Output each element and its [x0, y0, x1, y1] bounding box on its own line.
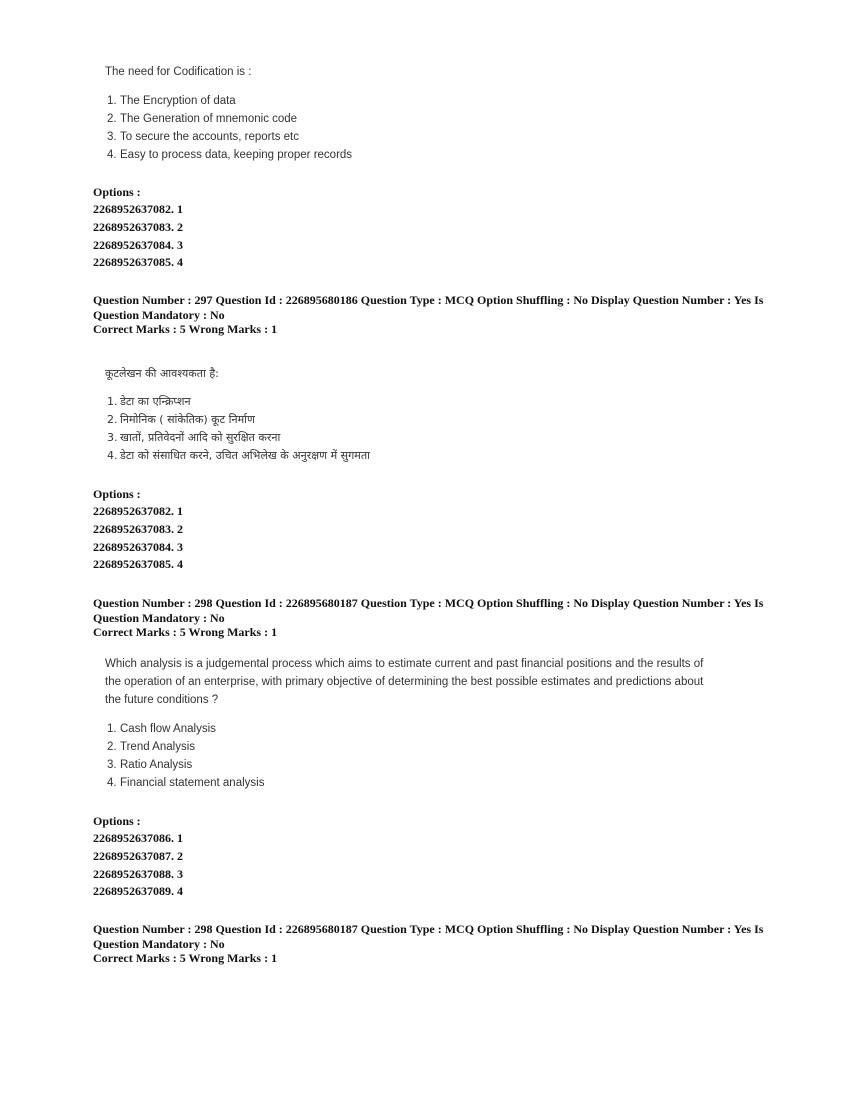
- option-id: 2268952637089. 4: [93, 884, 183, 899]
- option-id-list: [93, 201, 183, 272]
- option-id: 2268952637084. 3: [93, 539, 183, 554]
- question-297-choices: [107, 393, 370, 465]
- option-id: 2268952637085. 4: [93, 557, 183, 572]
- choice-item: 4. Easy to process data, keeping proper records: [107, 149, 353, 161]
- question-297-meta: Question Number : 297 Question Id : 226895680186 Question Type : MCQ Option Shuffling : No Display Question Number : Yes Is Question Mandatory : No Correct Marks : 5 Wrong Marks : 1: [93, 293, 764, 336]
- choice-item: 2. Trend Analysis: [107, 741, 195, 753]
- options-heading: Options :: [93, 814, 141, 828]
- choice-item: 1. The Encryption of data: [107, 95, 236, 107]
- option-id: 2268952637083. 2: [93, 219, 183, 234]
- option-id-list: [93, 503, 183, 574]
- question-298-meta: Question Number : 298 Question Id : 226895680187 Question Type : MCQ Option Shuffling : No Display Question Number : Yes Is Question Mandatory : No Correct Marks : 5 Wrong Marks : 1: [93, 596, 764, 639]
- option-id: 2268952637088. 3: [93, 866, 183, 881]
- option-id: 2268952637086. 1: [93, 831, 183, 845]
- choice-item: 3. खातों, प्रतिवेदनों आदि को सुरक्षित करना: [107, 431, 281, 444]
- question-298-choices: [107, 720, 264, 792]
- question-297-stem: कूटलेखन की आवश्यकता है:: [105, 367, 219, 380]
- option-id: 2268952637087. 2: [93, 848, 183, 863]
- choice-item: 1. Cash flow Analysis: [107, 723, 216, 735]
- choice-item: 1. डेटा का एन्क्रिप्शन: [107, 395, 191, 408]
- question-298-repeat-meta: Question Number : 298 Question Id : 226895680187 Question Type : MCQ Option Shuffling : No Display Question Number : Yes Is Question Mandatory : No Correct Marks : 5 Wrong Marks : 1: [93, 922, 764, 965]
- option-id: 2268952637084. 3: [93, 237, 183, 252]
- choice-item: 4. डेटा को संसाधित करने, उचित अभिलेख के अनुरक्षण में सुगमता: [107, 449, 370, 462]
- option-id: 2268952637083. 2: [93, 521, 183, 536]
- question-296-stem: The need for Codification is :: [105, 66, 252, 78]
- option-id-list: [93, 830, 183, 901]
- choice-item: 3. Ratio Analysis: [107, 759, 193, 771]
- choice-item: 2. निमोनिक ( सांकेतिक) कूट निर्माण: [107, 413, 255, 426]
- options-heading: Options :: [93, 185, 141, 199]
- question-296-choices: [107, 92, 352, 164]
- choice-item: 3. To secure the accounts, reports etc: [107, 131, 299, 143]
- options-heading: Options :: [93, 487, 141, 501]
- choice-item: 4. Financial statement analysis: [107, 777, 265, 789]
- choice-item: 2. The Generation of mnemonic code: [107, 113, 298, 125]
- option-id: 2268952637082. 1: [93, 202, 183, 216]
- option-id: 2268952637082. 1: [93, 504, 183, 518]
- question-298-stem: Which analysis is a judgemental process which aims to estimate current and past financial positions and the results of the operation of an enterprise, with primary objective of determining the best possible estimates and predictions about the future conditions ?: [105, 658, 704, 706]
- option-id: 2268952637085. 4: [93, 255, 183, 270]
